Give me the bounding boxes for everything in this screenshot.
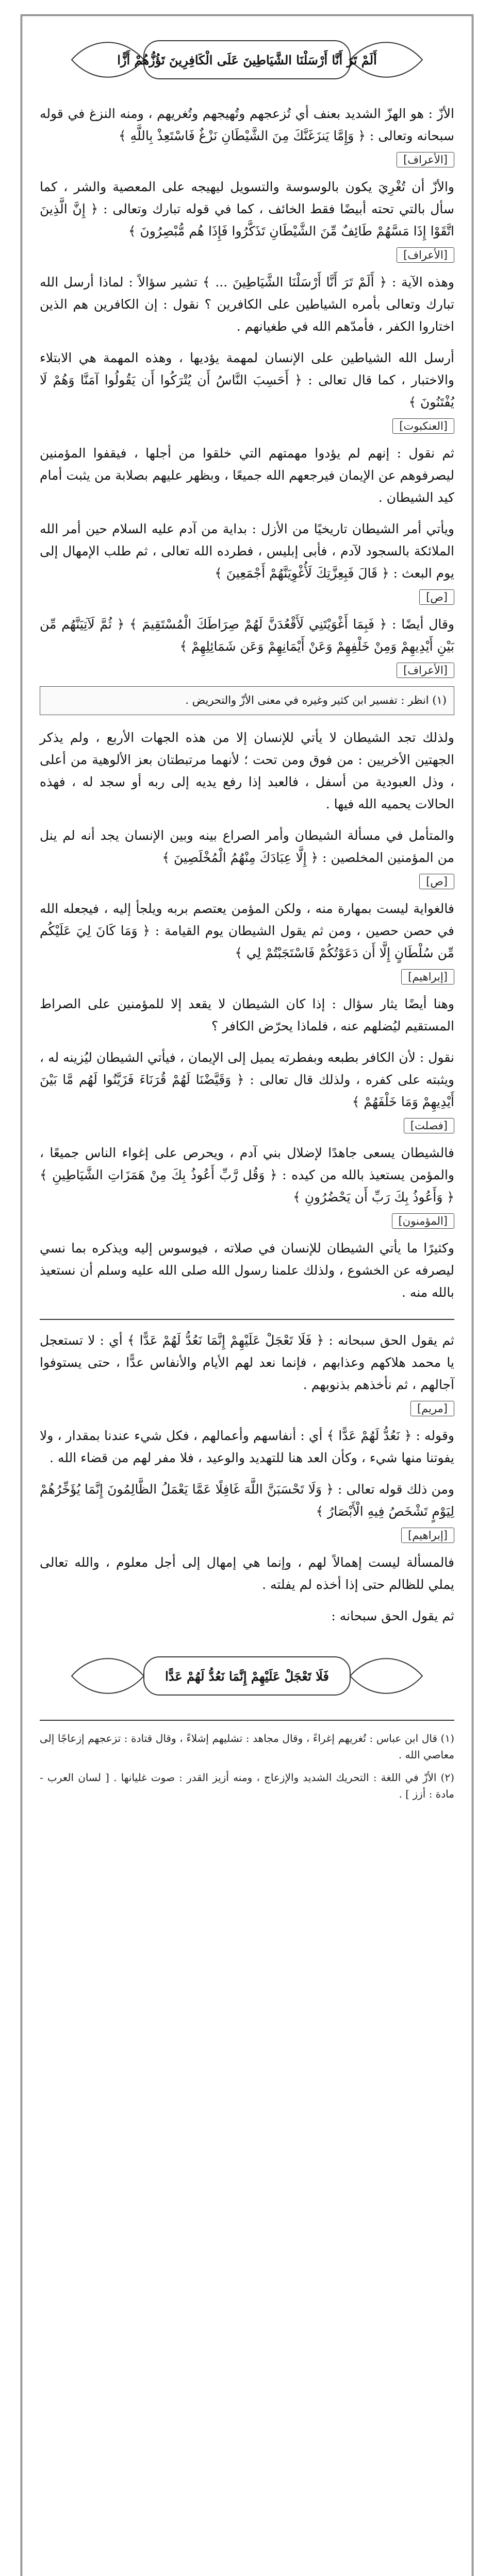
section-14-text: ثم يقول الحق سبحانه : ﴿ فَلَا تَعْجَلْ عَلَيْهِمْ إِنَّمَا نَعُدُّ لَهُمْ عَدًّا ﴾ أي : لا تستعجل يا محمد هلاكهم وعذابهم ، فإنما نعد لهم الأيام والأنفاس عدًّا ، حتى يستوفوا آجالهم ، ثم نأخذهم بذنوبهم . xyxy=(40,1332,454,1392)
section-6-text: وقال أيضًا : ﴿ فَبِمَا أَغْوَيْتَنِي لَأَقْعُدَنَّ لَهُمْ صِرَاطَكَ الْمُسْتَقِيمَ ﴾ ﴿ ثُمَّ لَآتِيَنَّهُم مِّن بَيْنِ أَيْدِيهِمْ وَمِنْ خَلْفِهِمْ وَعَنْ أَيْمَانِهِمْ وَعَن شَمَائِلِهِمْ ﴾ xyxy=(40,617,454,654)
section-0-ref: [الأعراف] xyxy=(397,152,454,167)
closing-ornament xyxy=(51,1648,443,1704)
title-text: أَلَمْ تَرَ أَنَّا أَرْسَلْنَا الشَّيَاطِينَ عَلَى الْكَافِرِينَ تَؤُزُّهُمْ أَزًّا xyxy=(117,53,377,67)
section-9-ref: [إبراهيم] xyxy=(401,969,454,985)
closing-text: فَلَا تَعْجَلْ عَلَيْهِمْ إِنَّمَا نَعُدُّ لَهُمْ عَدًّا xyxy=(165,1668,329,1684)
section-12-ref: [المؤمنون] xyxy=(392,1213,454,1229)
section-11-ref: [فصلت] xyxy=(404,1118,454,1133)
section-6-ref: [الأعراف] xyxy=(397,663,454,678)
section-12-text: فالشيطان يسعى جاهدًا لإضلال بني آدم ، ويحرص على إغواء الناس جميعًا ، والمؤمن يستعيذ بالله من كيده : ﴿ وَقُل رَّبِّ أَعُوذُ بِكَ مِنْ هَمَزَاتِ الشَّيَاطِينِ ﴾ ﴿ وَأَعُوذُ بِكَ رَبِّ أَن يَحْضُرُونِ ﴾ xyxy=(40,1145,454,1205)
section-2-text: وهذه الآية : ﴿ أَلَمْ تَرَ أَنَّا أَرْسَلْنَا الشَّيَاطِينَ ... ﴾ تشير سؤالاً : لماذا أرسل الله تبارك وتعالى بأمره الشياطين على الكافرين ؟ نقول : إن الكافرين هم الذين اختاروا الكفر ، فأمدّهم الله في طغيانهم . xyxy=(40,275,454,334)
section-1-ref: [الأعراف] xyxy=(397,247,454,263)
section-3-ref: [العنكبوت] xyxy=(392,418,454,434)
section-15-text: وقوله : ﴿ نَعُدُّ لَهُمْ عَدًّا ﴾ أي : أنفاسهم وأعمالهم ، فكل شيء عندنا بمقدار ، ولا يفوتنا منها شيء ، وكأن العد هنا للتهديد والوعيد ، فلا مفر لهم من قضاء الله . xyxy=(40,1428,454,1465)
section-11-text: نقول : لأن الكافر بطبعه وبفطرته يميل إلى الإيمان ، فيأتي الشيطان ليُزينه له ، ويثبته على كفره ، ولذلك قال تعالى : ﴿ وَقَيَّضْنَا لَهُمْ قُرَنَاءَ فَزَيَّنُوا لَهُم مَّا بَيْنَ أَيْدِيهِمْ وَمَا خَلْفَهُمْ ﴾ xyxy=(40,1049,454,1109)
section-16-ref: [إبراهيم] xyxy=(401,1528,454,1543)
page-frame xyxy=(21,14,473,2576)
section-18-text: ثم يقول الحق سبحانه : xyxy=(331,1608,454,1623)
section-9-text: فالغواية ليست بمهارة منه ، ولكن المؤمن يعتصم بربه ويلجأ إليه ، فيجعله الله في حصن حصين ، ومن ثم يقول الشيطان يوم القيامة : ﴿ وَمَا كَانَ لِيَ عَلَيْكُم مِّن سُلْطَانٍ إِلَّا أَن دَعَوْتُكُمْ فَاسْتَجَبْتُمْ لِي ﴾ xyxy=(40,901,454,960)
footnote-1: (١) قال ابن عباس : تُغريهم إغراءً ، وقال مجاهد : تشليهم إشلاءً ، وقال قتادة : تزعجهم إزعاجًا إلى معاصي الله . xyxy=(40,1732,454,1761)
section-16-text: ومن ذلك قوله تعالى : ﴿ وَلَا تَحْسَبَنَّ اللَّهَ غَافِلًا عَمَّا يَعْمَلُ الظَّالِمُونَ إِنَّمَا يُؤَخِّرُهُمْ لِيَوْمٍ تَشْخَصُ فِيهِ الْأَبْصَارُ ﴾ xyxy=(40,1481,454,1519)
section-5-text: ويأتي أمر الشيطان تاريخيًا من الأزل : بداية من آدم عليه السلام حين أمر الله الملائكة بالسجود لآدم ، فأبى إبليس ، فطرده الله تعالى ، ثم طلب الإمهال إلى يوم البعث : ﴿ قَالَ فَبِعِزَّتِكَ لَأُغْوِيَنَّهُمْ أَجْمَعِينَ ﴾ xyxy=(40,521,454,581)
section-14-ref: [مريم] xyxy=(410,1401,454,1416)
section-1-text: والأزّ أن تُغْرِيَ يكون بالوسوسة والتسويل ليهيجه على المعصية والشر ، كما سأل بالتي تحته أبيضًا فقط الخائف ، كما في قوله تبارك وتعالى : ﴿ إِنَّ الَّذِينَ اتَّقَوْا إِذَا مَسَّهُمْ طَائِفٌ مِّنَ الشَّيْطَانِ تَذَكَّرُوا فَإِذَا هُم مُّبْصِرُونَ ﴾ xyxy=(40,179,454,239)
section-17-text: فالمسألة ليست إهمالاً لهم ، وإنما هي إمهال إلى أجل معلوم ، والله تعالى يملي للظالم حتى إذا أخذه لم يفلته . xyxy=(40,1554,454,1592)
footnotes xyxy=(40,1730,454,1802)
section-13-text: وكثيرًا ما يأتي الشيطان للإنسان في صلاته ، فيوسوس إليه ويذكره بما نسي ليصرفه عن الخشوع ، ولذلك علمنا رسول الله صلى الله عليه وسلم أن نستعيذ بالله منه . xyxy=(40,1240,454,1300)
section-4-text: ثم نقول : إنهم لم يؤدوا مهمتهم التي خلقوا من أجلها ، فيقفوا المؤمنين ليصرفوهم عن الإيمان فيرجعهم الله جميعًا ، وبظهر عليهم بصلابة من يثبت أمام كيد الشيطان . xyxy=(40,446,454,505)
footnote-divider xyxy=(40,1720,454,1721)
section-0-text: الأزّ : هو الهزّ الشديد بعنف أي تُزعجهم وتُهيجهم وتُغريهم ، ومنه النزغ في قوله سبحانه وتعالى : ﴿ وَإِمَّا يَنزَغَنَّكَ مِنَ الشَّيْطَانِ نَزْغٌ فَاسْتَعِذْ بِاللَّهِ ﴾ xyxy=(40,106,454,143)
section-3-text: أرسل الله الشياطين على الإنسان لمهمة يؤديها ، وهذه المهمة هي الابتلاء والاختبار ، كما قال تعالى : ﴿ أَحَسِبَ النَّاسُ أَن يُتْرَكُوا أَن يَقُولُوا آمَنَّا وَهُمْ لَا يُفْتَنُونَ ﴾ xyxy=(40,350,454,410)
section-8-ref: [ص] xyxy=(419,874,454,889)
footnote-2: (٢) الأزّ في اللغة : التحريك الشديد والإزعاج ، ومنه أزيز القدر : صوت غليانها . [ لسان العرب - مادة : أزز ] . xyxy=(40,1771,454,1800)
section-10-text: وهنا أيضًا يثار سؤال : إذا كان الشيطان لا يقعد إلا للمؤمنين على الصراط المستقيم ليُضلهم عنه ، فلماذا يحرّض الكافر ؟ xyxy=(40,996,454,1033)
body-text xyxy=(40,103,454,1627)
section-7-text: ولذلك تجد الشيطان لا يأتي للإنسان إلا من هذه الجهات الأربع ، ولم يذكر الجهتين الأخريين : من فوق ومن تحت ؛ لأنهما مرتبطتان بعز الألوهية من أعلى ، وذل العبودية من أسفل ، فالعبد إذا رفع يديه إلى ربه أو سجد له ، فهذه الحالات يحميه الله فيها . xyxy=(40,730,454,811)
section-8-text: والمتأمل في مسألة الشيطان وأمر الصراع بينه وبين الإنسان يجد أنه لم ينل من المؤمنين المخلصين : ﴿ إِلَّا عِبَادَكَ مِنْهُمُ الْمُخْلَصِينَ ﴾ xyxy=(40,827,454,865)
boxed-note: (١) انظر : تفسير ابن كثير وغيره في معنى الأزّ والتحريض . xyxy=(40,686,454,715)
section-5-ref: [ص] xyxy=(419,589,454,605)
mid-divider xyxy=(40,1319,454,1320)
title-ornament xyxy=(51,31,443,88)
